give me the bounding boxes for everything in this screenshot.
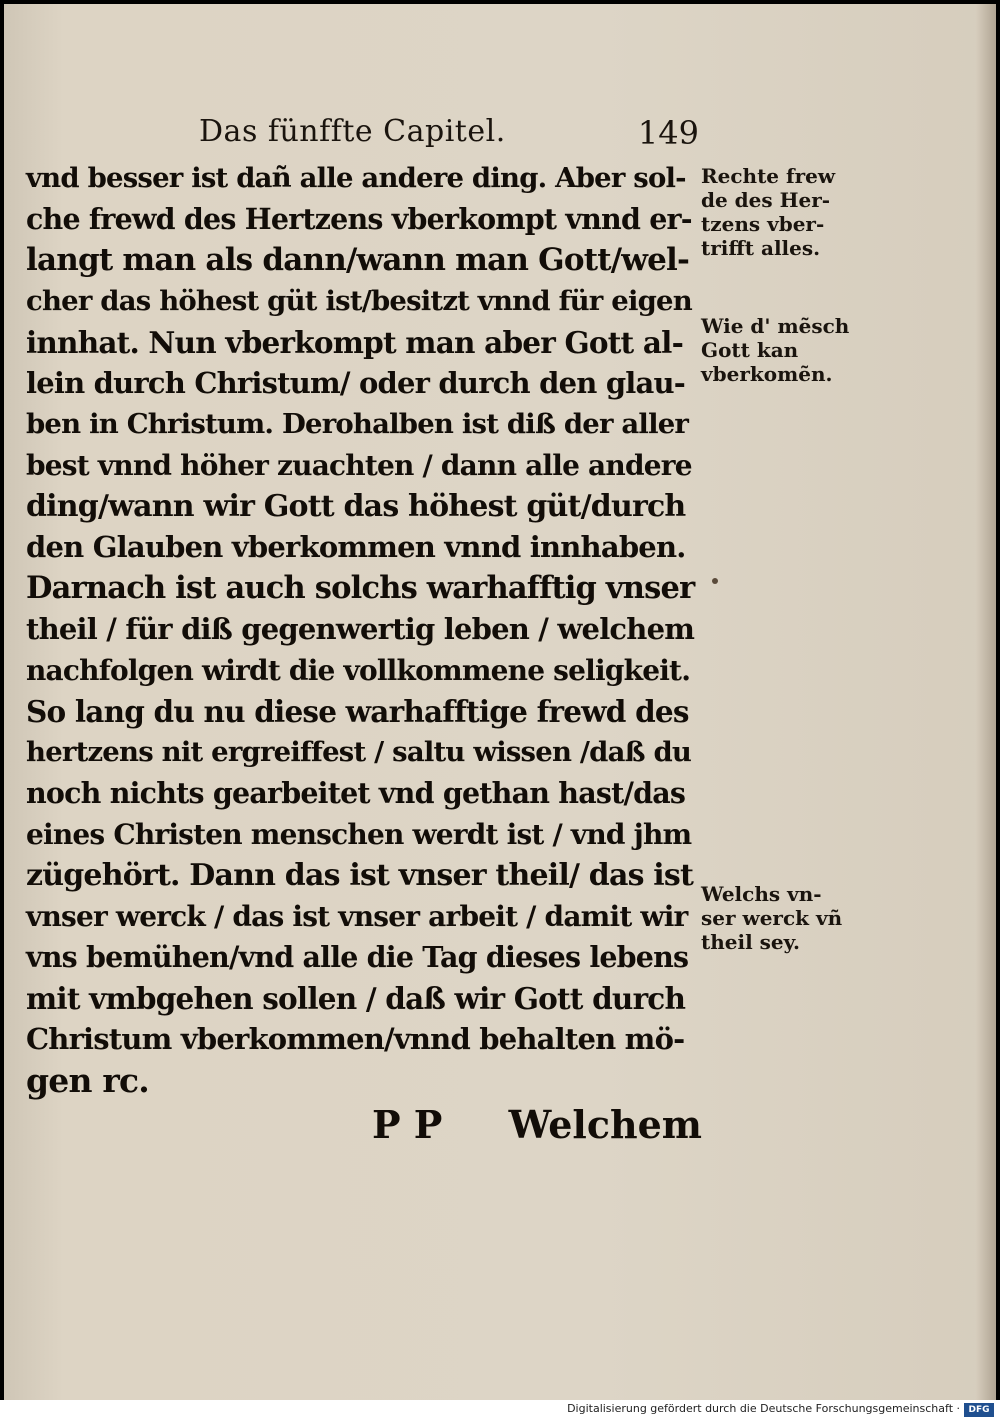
margin-note-line: vberkomẽn. [701,362,833,386]
text-line: langt man als dann/wann man Gott/wel- [26,242,690,278]
text-line: cher das höhest güt ist/besitzt vnnd für eigen [26,285,692,317]
margin-dot [712,578,718,584]
text-line: che frewd des Hertzens vberkompt vnnd er- [26,202,692,236]
margin-note-line: de des Her- [701,188,831,212]
page-number: 149 [637,114,699,152]
margin-note-line: Welchs vn- [701,882,822,906]
text-line: vnd besser ist dañ alle andere ding. Aber sol- [26,162,686,194]
margin-note-2 [701,314,851,386]
margin-note-line: tzens vber- [701,212,825,236]
text-line: theil / für diß gegenwertig leben / welchem [26,612,695,646]
page-gutter-shadow [976,4,996,1400]
text-line: noch nichts gearbeitet vnd gethan hast/das [26,776,686,810]
text-line: Darnach ist auch solchs warhafftig vnser [26,570,695,606]
text-line: innhat. Nun vberkompt man aber Gott al- [26,325,684,360]
signature-mark: P P [372,1102,443,1147]
text-line: gen rc. [26,1061,149,1100]
text-line: vnser werck / das ist vnser arbeit / damit wir [26,900,688,933]
text-line: mit vmbgehen sollen / daß wir Gott durch [26,981,686,1016]
margin-note-line: Wie d' mẽsch [701,314,850,338]
text-line: den Glauben vberkommen vnnd innhaben. [26,530,686,564]
digitization-footer [0,1400,1000,1420]
margin-note-line: trifft alles. [701,236,821,260]
margin-note-3 [701,882,851,954]
dfg-logo: DFG [964,1403,994,1417]
text-line: vns bemühen/vnd alle die Tag dieses lebens [26,940,689,974]
text-line: best vnnd höher zuachten / dann alle andere [26,449,692,482]
margin-note-line: theil sey. [701,930,800,954]
text-line: zügehört. Dann das ist vnser theil/ das ist [26,858,694,893]
book-page [4,4,996,1400]
text-line: So lang du nu diese warhafftige frewd des [26,694,689,729]
page-header [199,114,699,154]
text-line: lein durch Christum/ oder durch den glau- [26,366,686,400]
text-line: hertzens nit ergreiffest / saltu wissen /daß du [26,736,692,768]
text-line: ben in Christum. Derohalben ist diß der aller [26,408,689,440]
margin-note-1 [701,164,851,260]
margin-note-line: Gott kan [701,338,799,362]
page-footer-catchwords [372,1102,702,1152]
body-text [26,158,694,1101]
margin-note-line: ser werck vñ [701,906,843,930]
text-line: Christum vberkommen/vnnd behalten mö- [26,1022,685,1056]
text-line: nachfolgen wirdt die vollkommene seligkeit. [26,654,691,687]
text-line: ding/wann wir Gott das höhest güt/durch [26,489,686,524]
funding-credit: Digitalisierung gefördert durch die Deutsche Forschungsgemeinschaft · [567,1402,960,1415]
margin-note-line: Rechte frew [701,164,836,188]
running-title: Das fünffte Capitel. [199,114,506,149]
text-line: eines Christen menschen werdt ist / vnd jhm [26,818,692,851]
catchword: Welchem [508,1102,702,1147]
